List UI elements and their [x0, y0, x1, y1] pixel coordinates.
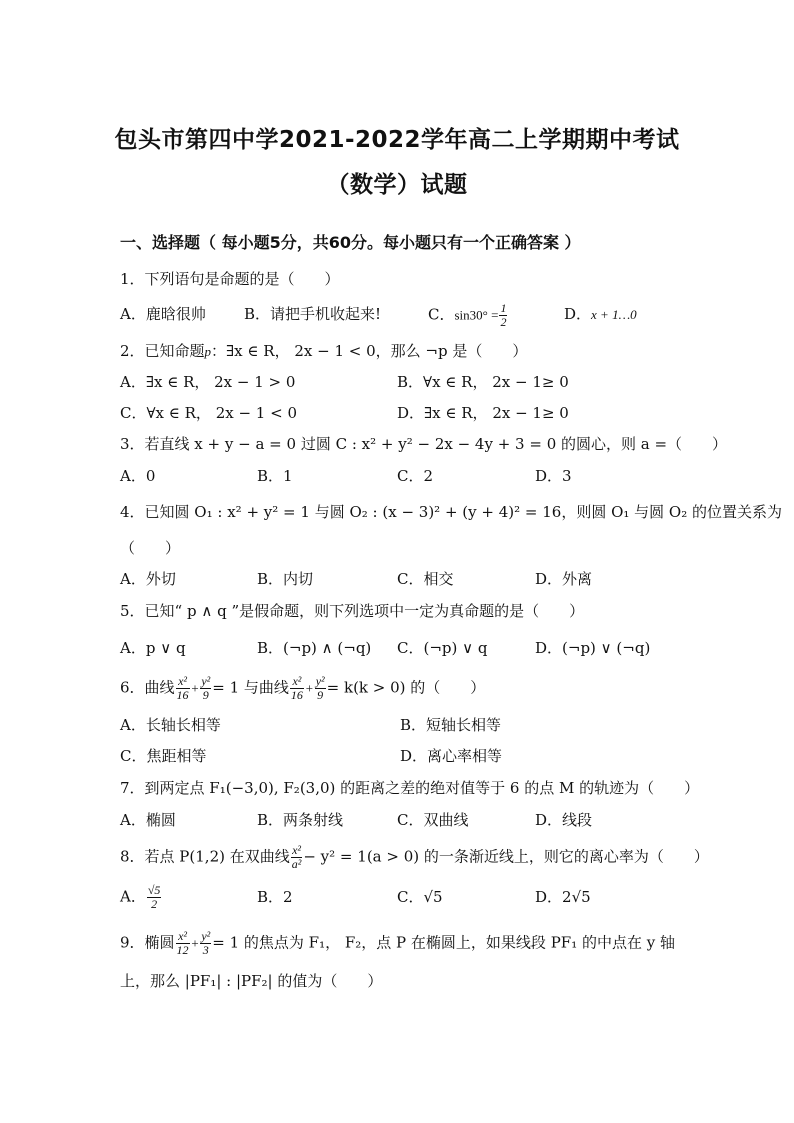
q7-option-b: B．两条射线 [257, 811, 344, 829]
q3-option-c: C．2 [397, 467, 434, 485]
q8-option-a-label: A． [120, 887, 146, 906]
q6-option-d: D．离心率相等 [400, 747, 503, 765]
fraction-numerator: x² [292, 843, 301, 857]
q1-option-a: A．鹿晗很帅 [120, 305, 206, 323]
plus-sign: + [304, 680, 314, 696]
fraction-denominator: 16 [290, 688, 303, 702]
q9-stem-rest: = 1 的焦点为 F₁， F₂，点 P 在椭圆上，如果线段 PF₁ 的中点在 y 轴 [212, 933, 675, 952]
q6-option-b: B．短轴长相等 [400, 716, 502, 734]
q5-option-b: B．(¬p) ∧ (¬q) [257, 639, 372, 657]
q2-stem-p: p [204, 344, 212, 359]
q3-option-b: B．1 [257, 467, 293, 485]
q5-stem: 5．已知“ p ∧ q ”是假命题，则下列选项中一定为真命题的是（ ） [120, 602, 585, 620]
q5-option-d: D．(¬p) ∨ (¬q) [535, 639, 651, 657]
q6-fraction-3 [290, 675, 304, 702]
fraction-numerator: y² [201, 929, 211, 943]
q3-stem: 3．若直线 x + y − a = 0 过圆 C : x² + y² − 2x − 4y + 3 = 0 的圆心，则 a =（ ） [120, 435, 728, 453]
exam-title: 包头市第四中学2021-2022学年高二上学期期中考试 [114, 127, 680, 153]
q7-option-c: C．双曲线 [397, 811, 469, 829]
fraction-denominator: 9 [317, 688, 324, 702]
fraction-numerator: √5 [147, 883, 161, 897]
q1-option-c-fraction [499, 302, 507, 329]
q1-option-c [428, 302, 508, 329]
q1-option-d-label: D． [564, 305, 592, 323]
q8-fraction [291, 844, 303, 871]
q1-option-b: B．请把手机收起来! [244, 305, 382, 323]
q5-option-a: A．p ∨ q [120, 639, 186, 657]
q3-option-a: A．0 [120, 467, 156, 485]
q1-option-c-math: sin30° = [454, 307, 499, 323]
q2-stem-text: 2．已知命题 [120, 342, 205, 360]
q9-stem-text: 9．椭圆 [120, 933, 175, 952]
fraction-denominator: 16 [176, 688, 189, 702]
q8-option-a-fraction [147, 884, 162, 911]
q8-option-a [120, 884, 162, 911]
q8-stem [120, 844, 709, 871]
q6-fraction-1 [176, 675, 190, 702]
q7-stem: 7．到两定点 F₁(−3,0), F₂(3,0) 的距离之差的绝对值等于 6 的点 M 的轨迹为（ ） [120, 779, 700, 797]
q6-stem-tail: = k(k > 0) 的（ ） [326, 678, 486, 697]
fraction-denominator: 2 [500, 315, 507, 329]
q8-option-c: C．√5 [397, 888, 443, 906]
q2-option-c: C．∀x ∈ R， 2x − 1 < 0 [120, 404, 297, 422]
q2-stem [120, 340, 527, 363]
fraction-denominator: 12 [176, 943, 189, 957]
fraction-numerator: x² [176, 675, 190, 689]
section-heading: 一、选择题（ 每小题5分，共60分。每小题只有一个正确答案 ） [120, 233, 581, 252]
fraction-numerator: x² [290, 675, 304, 689]
q6-fraction-4 [315, 675, 326, 702]
q8-option-b: B．2 [257, 888, 293, 906]
fraction-denominator: a² [291, 857, 302, 871]
fraction-denominator: 9 [202, 688, 209, 702]
fraction-numerator: 1 [500, 301, 507, 315]
q6-option-c: C．焦距相等 [120, 747, 207, 765]
fraction-denominator: 3 [202, 943, 209, 957]
q2-option-b: B．∀x ∈ R， 2x − 1≥ 0 [397, 373, 569, 391]
q8-option-d: D．2√5 [535, 888, 591, 906]
q2-option-d: D．∃x ∈ R， 2x − 1≥ 0 [397, 404, 569, 422]
q8-stem-text: 8．若点 P(1,2) 在双曲线 [120, 847, 290, 866]
q5-option-c: C．(¬p) ∨ q [397, 639, 488, 657]
q2-option-a: A．∃x ∈ R， 2x − 1 > 0 [120, 373, 296, 391]
fraction-numerator: x² [176, 930, 190, 944]
q9-fraction-2 [200, 930, 211, 957]
fraction-denominator: 2 [151, 897, 158, 911]
q1-stem: 1．下列语句是命题的是（ ） [120, 270, 340, 288]
q4-option-a: A．外切 [120, 570, 176, 588]
q9-fraction-1 [176, 930, 190, 957]
q4-option-d: D．外离 [535, 570, 593, 588]
q3-option-d: D．3 [535, 467, 572, 485]
plus-sign: + [190, 935, 200, 951]
fraction-numerator: y² [201, 674, 211, 688]
exam-subtitle: （数学）试题 [326, 172, 468, 198]
q2-stem-rest: ：∃x ∈ R， 2x − 1 < 0，那么 ¬p 是（ ） [211, 342, 528, 360]
q4-option-c: C．相交 [397, 570, 454, 588]
q6-stem-text: 6．曲线 [120, 678, 175, 697]
q7-option-d: D．线段 [535, 811, 593, 829]
q6-stem-mid: = 1 与曲线 [212, 678, 289, 697]
q1-option-d [564, 303, 637, 326]
q6-fraction-2 [200, 675, 211, 702]
q1-option-c-label: C． [428, 305, 455, 324]
q7-option-a: A．椭圆 [120, 811, 176, 829]
q4-stem: 4．已知圆 O₁ : x² + y² = 1 与圆 O₂ : (x − 3)² + (y + 4)² = 16，则圆 O₁ 与圆 O₂ 的位置关系为 [120, 503, 783, 521]
q6-stem [120, 675, 485, 702]
q9-stem-continued: 上，那么 |PF₁| : |PF₂| 的值为（ ） [120, 972, 383, 990]
q4-option-b: B．内切 [257, 570, 314, 588]
q4-stem-continued: （ ） [120, 539, 181, 557]
plus-sign: + [190, 680, 200, 696]
q1-option-d-math: x + 1…0 [591, 307, 637, 322]
q6-option-a: A．长轴长相等 [120, 716, 221, 734]
q8-stem-rest: − y² = 1(a > 0) 的一条渐近线上，则它的离心率为（ ） [303, 847, 709, 866]
fraction-numerator: y² [315, 674, 325, 688]
q9-stem [120, 930, 675, 957]
